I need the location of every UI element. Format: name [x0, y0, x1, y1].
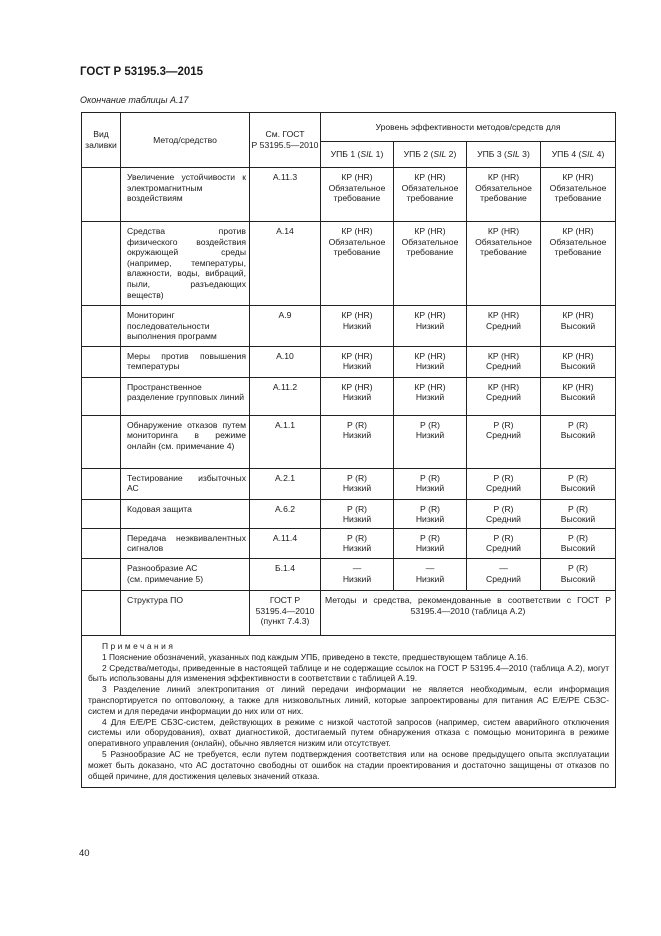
- method-cell: Тестирование избыточных АС: [121, 468, 250, 499]
- reference-cell: А.9: [250, 306, 321, 347]
- structure-row: [82, 590, 616, 635]
- table-row: [82, 168, 616, 222]
- type-cell: [82, 168, 121, 222]
- table-row: [82, 377, 616, 415]
- note-3: 3 Разделение линий электропитания от линий передачи информации не является необходимым, если информация транспортируется по оптоволокну, а также для низковольтных линий, которые запроектированы для питания АС E/E/PE СБЗС-систем и для передачи информации до них или от них.: [88, 684, 610, 716]
- level-cell-sil-3: Р (R) Средний: [467, 499, 541, 528]
- notes-block: [82, 635, 616, 787]
- method-cell: Пространственное разделение групповых линий: [121, 377, 250, 415]
- level-cell-sil-1: КР (HR) Низкий: [321, 306, 394, 347]
- level-cell-sil-1: Р (R) Низкий: [321, 528, 394, 558]
- level-cell-sil-4: КР (HR) Обязательное требование: [541, 168, 616, 222]
- table-row: [82, 499, 616, 528]
- method-cell: Средства против физического воздействия окружающей среды (например, температуры, влажности, воды, вибраций, пыли, разъедающих веществ): [121, 222, 250, 306]
- page-number: 40: [79, 848, 90, 859]
- level-cell-sil-3: — Средний: [467, 558, 541, 590]
- header-sil-4: УПБ 4 (SIL 4): [541, 142, 616, 168]
- reference-cell: А.2.1: [250, 468, 321, 499]
- type-cell: [82, 222, 121, 306]
- level-cell-sil-2: Р (R) Низкий: [394, 528, 467, 558]
- type-cell: [82, 528, 121, 558]
- note-4: 4 Для E/E/PE СБЗС-систем, действующих в режиме с низкой частотой запросов (например, систем аварийного отключения системы или оборудования), охват диагностикой, достигаемый путем обнаружения отказа с помощью мониторинга в режиме оперативного управления (онлайн), обычно является низким или отсутствует.: [88, 716, 610, 749]
- level-cell-sil-2: КР (HR) Низкий: [394, 346, 467, 377]
- level-cell-sil-4: Р (R) Высокий: [541, 468, 616, 499]
- header-sil-3: УПБ 3 (SIL 3): [467, 142, 541, 168]
- reference-cell: А.10: [250, 346, 321, 377]
- level-cell-sil-1: КР (HR) Низкий: [321, 377, 394, 415]
- level-cell-sil-1: КР (HR) Обязательное требование: [321, 222, 394, 306]
- note-2: 2 Средства/методы, приведенные в настоящей таблице и не содержащие ссылок на ГОСТ Р 53195.4—2010 (таблица А.2), могут быть использованы для изменения эффективности в соответствии с таблицей А.19.: [88, 662, 610, 684]
- type-cell: [82, 377, 121, 415]
- note-1: 1 Пояснение обозначений, указанных под каждым УПБ, приведено в тексте, предшествующем таблице А.16.: [102, 651, 529, 662]
- level-cell-sil-4: КР (HR) Обязательное требование: [541, 222, 616, 306]
- level-cell-sil-1: Р (R) Низкий: [321, 415, 394, 468]
- type-cell: [82, 415, 121, 468]
- header-method: Метод/средство: [121, 113, 250, 168]
- level-cell-sil-1: КР (HR) Обязательное требование: [321, 168, 394, 222]
- method-cell: Увеличение устойчивости к электромагнитным воздействиям: [121, 168, 250, 222]
- type-cell: [82, 499, 121, 528]
- structure-ref: ГОСТ Р 53195.4—2010 (пункт 7.4.3): [250, 590, 321, 635]
- level-cell-sil-1: Р (R) Низкий: [321, 499, 394, 528]
- reference-cell: А.14: [250, 222, 321, 306]
- type-cell: [82, 590, 121, 635]
- table-row: [82, 306, 616, 347]
- method-cell: Мониторинг последовательности выполнения программ: [121, 306, 250, 347]
- method-cell: Разнообразие АС (см. примечание 5): [121, 558, 250, 590]
- level-cell-sil-4: КР (HR) Высокий: [541, 377, 616, 415]
- table-row: [82, 528, 616, 558]
- level-cell-sil-2: Р (R) Низкий: [394, 415, 467, 468]
- level-cell-sil-2: КР (HR) Обязательное требование: [394, 222, 467, 306]
- header-sil-1: УПБ 1 (SIL 1): [321, 142, 394, 168]
- level-cell-sil-2: КР (HR) Низкий: [394, 377, 467, 415]
- structure-text: Методы и средства, рекомендованные в соответствии с ГОСТ Р 53195.4—2010 (таблица А.2): [321, 590, 616, 635]
- level-cell-sil-2: КР (HR) Обязательное требование: [394, 168, 467, 222]
- level-cell-sil-4: Р (R) Высокий: [541, 528, 616, 558]
- reference-cell: А.11.4: [250, 528, 321, 558]
- level-cell-sil-4: Р (R) Высокий: [541, 415, 616, 468]
- method-cell: Обнаружение отказов путем мониторинга в режиме онлайн (см. примечание 4): [121, 415, 250, 468]
- reference-cell: А.11.2: [250, 377, 321, 415]
- level-cell-sil-2: Р (R) Низкий: [394, 499, 467, 528]
- level-cell-sil-4: Р (R) Высокий: [541, 558, 616, 590]
- level-cell-sil-3: КР (HR) Обязательное требование: [467, 222, 541, 306]
- level-cell-sil-2: — Низкий: [394, 558, 467, 590]
- level-cell-sil-4: КР (HR) Высокий: [541, 346, 616, 377]
- reference-cell: Б.1.4: [250, 558, 321, 590]
- header-reference: См. ГОСТ Р 53195.5—2010: [250, 113, 321, 168]
- type-cell: [82, 558, 121, 590]
- table-row: [82, 222, 616, 306]
- type-cell: [82, 306, 121, 347]
- level-cell-sil-3: КР (HR) Обязательное требование: [467, 168, 541, 222]
- header-sil-2: УПБ 2 (SIL 2): [394, 142, 467, 168]
- header-effectiveness: Уровень эффективности методов/средств для: [321, 113, 616, 142]
- type-cell: [82, 346, 121, 377]
- type-cell: [82, 468, 121, 499]
- method-cell: Передача неэквивалентных сигналов: [121, 528, 250, 558]
- table-body: [82, 168, 616, 591]
- level-cell-sil-1: Р (R) Низкий: [321, 468, 394, 499]
- reference-cell: А.11.3: [250, 168, 321, 222]
- structure-method: Структура ПО: [121, 590, 250, 635]
- level-cell-sil-1: — Низкий: [321, 558, 394, 590]
- level-cell-sil-3: КР (HR) Средний: [467, 377, 541, 415]
- level-cell-sil-2: Р (R) Низкий: [394, 468, 467, 499]
- table-caption: Окончание таблицы А.17: [80, 95, 189, 105]
- reference-cell: А.1.1: [250, 415, 321, 468]
- level-cell-sil-4: Р (R) Высокий: [541, 499, 616, 528]
- header-type: Вид заливки: [82, 113, 121, 168]
- level-cell-sil-3: Р (R) Средний: [467, 528, 541, 558]
- effectiveness-table: [81, 112, 616, 788]
- note-5: 5 Разнообразие АС не требуется, если путем подтверждения соответствия или на основе предыдущего опыта эксплуатации может быть доказано, что АС достаточно свободны от ошибок на стадии проектирования и достаточно защищены от отказов по общей причине, для достижения целевых значений отказа.: [88, 748, 610, 781]
- document-title: ГОСТ Р 53195.3—2015: [80, 66, 204, 78]
- table-row: [82, 468, 616, 499]
- method-cell: Меры против повышения температуры: [121, 346, 250, 377]
- reference-cell: А.6.2: [250, 499, 321, 528]
- notes-title: Примечания: [102, 640, 176, 651]
- level-cell-sil-3: КР (HR) Средний: [467, 306, 541, 347]
- level-cell-sil-3: Р (R) Средний: [467, 415, 541, 468]
- table-row: [82, 415, 616, 468]
- level-cell-sil-1: КР (HR) Низкий: [321, 346, 394, 377]
- level-cell-sil-3: КР (HR) Средний: [467, 346, 541, 377]
- level-cell-sil-2: КР (HR) Низкий: [394, 306, 467, 347]
- method-cell: Кодовая защита: [121, 499, 250, 528]
- level-cell-sil-4: КР (HR) Высокий: [541, 306, 616, 347]
- table-row: [82, 346, 616, 377]
- level-cell-sil-3: Р (R) Средний: [467, 468, 541, 499]
- table-row: [82, 558, 616, 590]
